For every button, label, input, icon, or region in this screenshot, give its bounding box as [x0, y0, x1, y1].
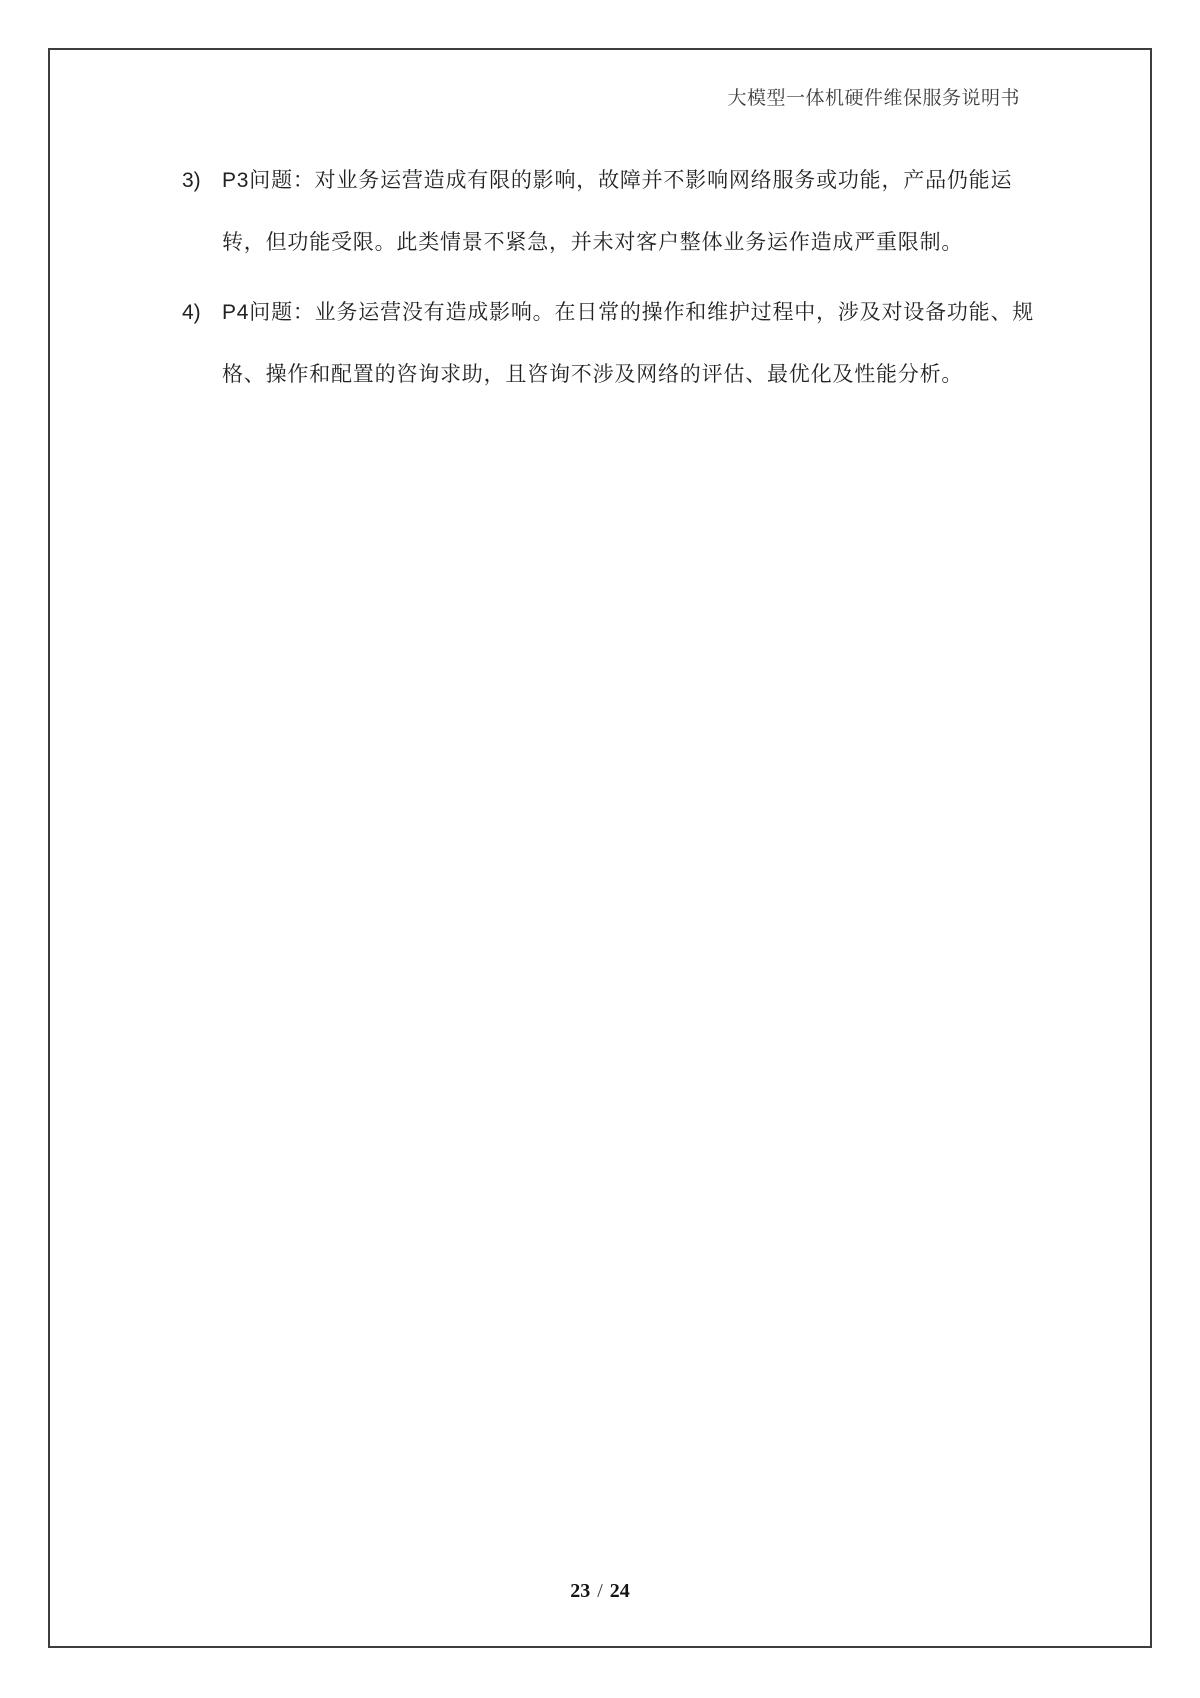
total-page-number: 24	[609, 1580, 630, 1602]
list-item-number: 3)	[182, 169, 201, 192]
document-body	[182, 150, 1035, 406]
document-title: 大模型一体机硬件维保服务说明书	[727, 88, 1020, 109]
text-line: 转，但功能受限。此类情景不紧急，并未对客户整体业务运作造成严重限制。	[222, 231, 964, 254]
page-footer	[0, 1580, 1200, 1603]
text-line: P4问题：业务运营没有造成影响。在日常的操作和维护过程中，涉及对设备功能、规	[222, 301, 1035, 324]
list-item-3	[182, 150, 1012, 274]
page-number-separator: /	[597, 1580, 603, 1602]
current-page-number: 23	[570, 1580, 591, 1602]
text-line: 格、操作和配置的咨询求助，且咨询不涉及网络的评估、最优化及性能分析。	[222, 363, 964, 386]
list-item-number: 4)	[182, 301, 201, 324]
page-header	[0, 83, 1020, 110]
list-item-4	[182, 282, 1035, 406]
text-line: P3问题：对业务运营造成有限的影响，故障并不影响网络服务或功能，产品仍能运	[222, 169, 1013, 192]
